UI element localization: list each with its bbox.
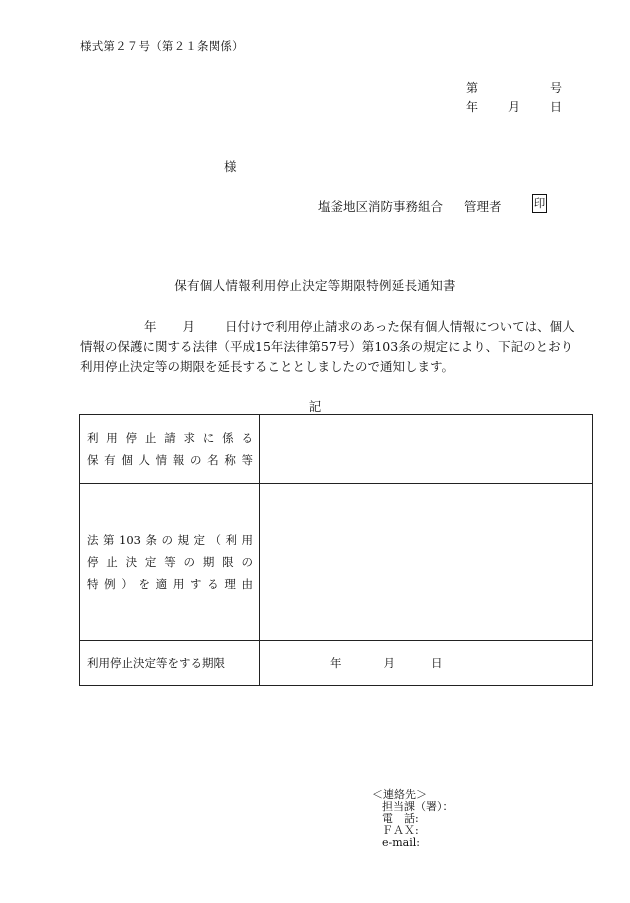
deadline-year: 年 <box>330 656 342 670</box>
contact-phone: 電 話: <box>382 812 419 825</box>
deadline-day: 日 <box>431 656 443 670</box>
row-deadline-value[interactable] <box>260 641 593 686</box>
row-reason-label-line1: 法第103条の規定（利用 <box>87 533 253 547</box>
doc-date-month: 月 <box>507 100 520 114</box>
contact-email: e-mail: <box>382 836 420 849</box>
row-name-label-line2: 保有個人情報の名称等 <box>87 453 253 467</box>
contact-fax: ＦＡＸ: <box>382 824 419 837</box>
body-line-1 <box>80 317 600 337</box>
contact-department: 担当課（署）： <box>382 800 454 813</box>
ki-label: 記 <box>308 399 322 414</box>
document-date-line <box>466 98 562 115</box>
body-month: 月 <box>182 319 196 334</box>
row-reason-label <box>80 484 260 641</box>
info-table <box>79 414 593 686</box>
row-deadline-label <box>80 641 260 686</box>
row-reason-value[interactable] <box>260 484 593 641</box>
contact-block <box>372 789 454 849</box>
body-line-1-text: 日付けで利用停止請求のあった保有個人情報については、個人 <box>225 319 575 334</box>
doc-number-prefix: 第 <box>466 81 479 95</box>
contact-heading: ＜連絡先＞ <box>372 788 427 801</box>
sender-organization: 塩釜地区消防事務組合 <box>318 199 444 214</box>
table-row-deadline <box>80 641 593 686</box>
document-title: 保有個人情報利用停止決定等期限特例延長通知書 <box>174 278 456 293</box>
doc-date-day: 日 <box>549 100 562 114</box>
table-row-reason <box>80 484 593 641</box>
row-reason-label-line2: 停止決定等の期限の <box>87 555 253 569</box>
row-name-label-line1: 利用停止請求に係る <box>87 431 253 445</box>
body-line-2: 情報の保護に関する法律（平成15年法律第57号）第103条の規定により、下記のとおり <box>80 339 574 354</box>
form-number: 様式第２７号（第２１条関係） <box>80 39 244 53</box>
body-text <box>80 317 600 377</box>
body-year: 年 <box>144 319 157 334</box>
doc-date-year: 年 <box>466 100 479 114</box>
doc-number-suffix: 号 <box>549 81 562 95</box>
body-line-3: 利用停止決定等の期限を延長することとしましたので通知します。 <box>80 359 455 374</box>
row-name-label <box>80 415 260 484</box>
row-reason-label-line3: 特例）を適用する理由 <box>87 577 253 591</box>
document-number-line <box>466 79 562 96</box>
seal-mark: 印 <box>532 194 547 213</box>
sender-title: 管理者 <box>464 199 502 214</box>
table-row-name <box>80 415 593 484</box>
row-name-value[interactable] <box>260 415 593 484</box>
deadline-month: 月 <box>383 656 395 670</box>
row-deadline-label-text: 利用停止決定等をする期限 <box>87 656 225 670</box>
addressee-honorific: 様 <box>224 159 237 174</box>
